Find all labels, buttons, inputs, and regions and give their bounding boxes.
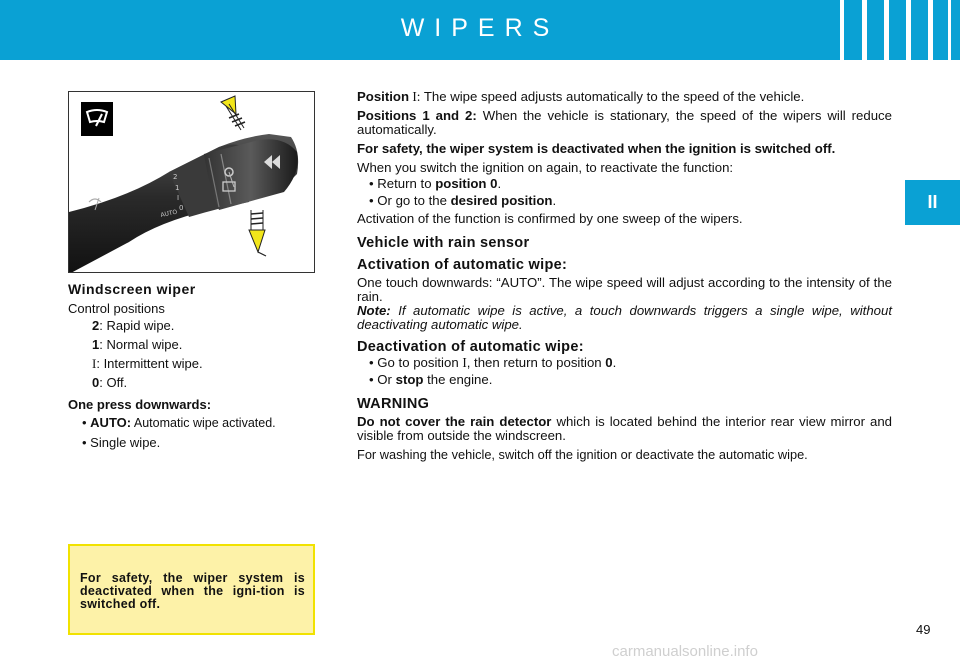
windscreen-wiper-icon xyxy=(81,102,113,136)
warning-heading: WARNING xyxy=(357,396,430,412)
right-column xyxy=(357,90,892,467)
safety-note xyxy=(68,544,315,635)
watermark: carmanualsonline.info xyxy=(612,643,758,660)
header-stripe xyxy=(884,0,889,60)
paragraph: Activation of the function is confirmed by one sweep of the wipers. xyxy=(357,211,743,226)
section-heading: Deactivation of automatic wipe: xyxy=(357,339,584,355)
wiper-stalk-illustration xyxy=(68,91,315,273)
paragraph: Positions 1 and 2: When the vehicle is stationary, the speed of the wipers will reduce automatically. xyxy=(357,108,892,137)
svg-text:0: 0 xyxy=(179,204,184,212)
page-number: 49 xyxy=(916,622,931,637)
header-stripe xyxy=(862,0,867,60)
position-item: 2: Rapid wipe. xyxy=(92,318,175,333)
press-heading: One press downwards: xyxy=(68,397,212,412)
note-paragraph: Note: If automatic wipe is active, a touch downwards triggers a single wipe, without deactivating automatic wipe. xyxy=(357,303,892,332)
list-item: • Return to position 0. xyxy=(369,176,502,191)
list-item: • Or stop the engine. xyxy=(369,372,493,387)
header-stripe xyxy=(948,0,951,60)
position-item: 1: Normal wipe. xyxy=(92,337,183,352)
section-heading: Vehicle with rain sensor xyxy=(357,235,530,251)
paragraph: Do not cover the rain detector which is located behind the interior rear view mirror and visible from outside the windscreen. xyxy=(357,414,892,443)
svg-text:AUTO: AUTO xyxy=(159,208,178,219)
paragraph: For safety, the wiper system is deactivated when the ignition is switched off. xyxy=(357,141,836,156)
header-stripe xyxy=(840,0,844,60)
chapter-tab: II xyxy=(905,180,960,225)
list-item: • Single wipe. xyxy=(82,435,161,450)
list-item: • Go to position I, then return to position 0. xyxy=(369,355,617,370)
control-positions-intro: Control positions xyxy=(68,301,165,316)
left-column xyxy=(68,281,328,451)
paragraph: One touch downwards: “AUTO”. The wipe speed will adjust according to the intensity of the rain. xyxy=(357,275,892,304)
paragraph: When you switch the ignition on again, to reactivate the function: xyxy=(357,160,734,175)
svg-text:2: 2 xyxy=(173,173,178,181)
paragraph: For washing the vehicle, switch off the ignition or deactivate the automatic wipe. xyxy=(357,447,808,462)
svg-text:1: 1 xyxy=(175,184,180,192)
header-stripe xyxy=(928,0,933,60)
position-item: 0: Off. xyxy=(92,375,128,390)
safety-note-text: For safety, the wiper system is deactivated when the igni-tion is switched off. xyxy=(80,571,305,611)
page-title: WIPERS xyxy=(400,14,560,42)
paragraph: Position I: The wipe speed adjusts automatically to the speed of the vehicle. xyxy=(357,89,805,104)
list-item: • AUTO: Automatic wipe activated. xyxy=(82,415,276,430)
position-item: I: Intermittent wipe. xyxy=(92,356,203,371)
arrow-down-icon xyxy=(249,210,266,256)
svg-text:I: I xyxy=(177,194,180,202)
arrow-up-icon xyxy=(221,96,245,130)
section-heading: Activation of automatic wipe: xyxy=(357,257,568,273)
list-item: • Or go to the desired position. xyxy=(369,193,557,208)
section-heading: Windscreen wiper xyxy=(68,281,196,297)
header-stripe xyxy=(906,0,911,60)
page-header xyxy=(0,0,960,60)
